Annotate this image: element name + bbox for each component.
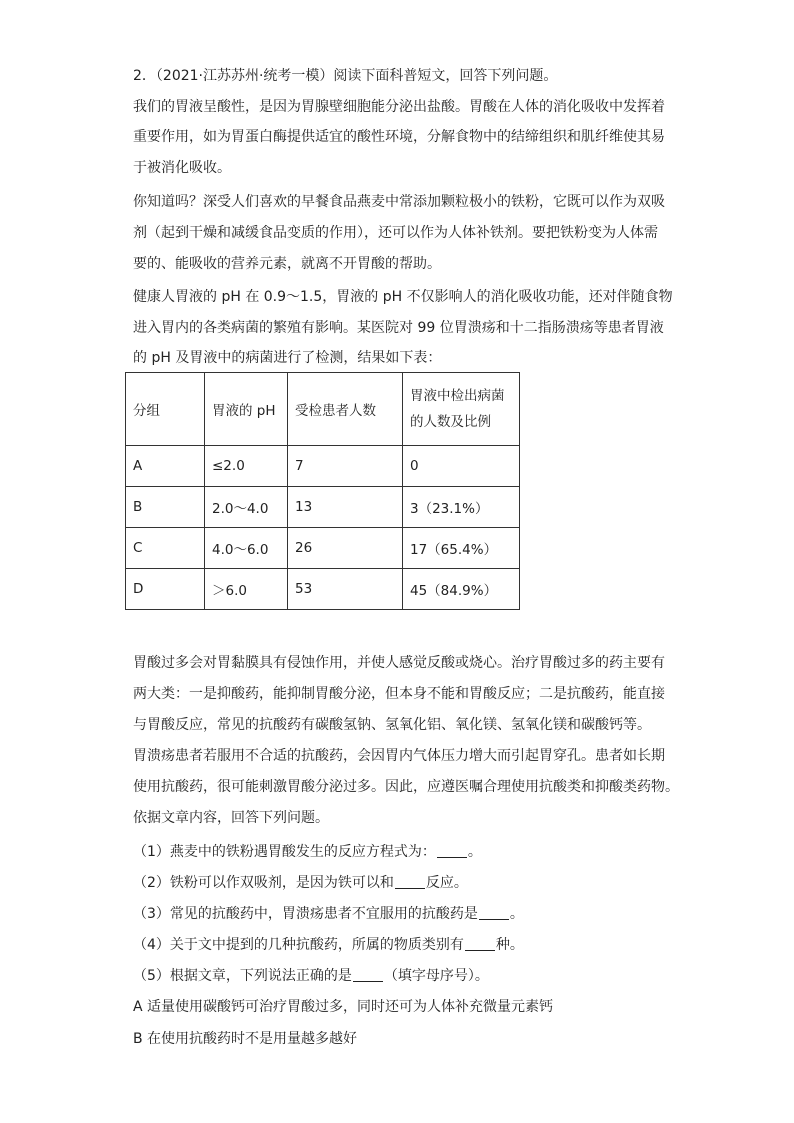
q4-text: （4）关于文中提到的几种抗酸药，所属的物质类别有 bbox=[133, 937, 464, 953]
intro-line: 重要作用，如为胃蛋白酶提供适宜的酸性环境，分解食物中的结缔组织和肌纤维使其易 bbox=[133, 129, 665, 145]
sub-question-2 bbox=[133, 873, 468, 893]
question-header: 2．（2021·江苏苏州·统考一模）阅读下面科普短文，回答下列问题。 bbox=[133, 68, 558, 84]
table-cell: 26 bbox=[288, 528, 403, 569]
table-cell: 2.0～4.0 bbox=[205, 487, 288, 528]
table-cell: 53 bbox=[288, 569, 403, 610]
table-cell: 4.0～6.0 bbox=[205, 528, 288, 569]
header-cell-group: 分组 bbox=[126, 373, 205, 446]
intro-line: 健康人胃液的 pH 在 0.9～1.5，胃液的 pH 不仅影响人的消化吸收功能，还对伴随食物 bbox=[133, 289, 673, 305]
body-line: 与胃酸反应，常见的抗酸药有碳酸氢钠、氢氧化铝、氧化镁、氢氧化镁和碳酸钙等。 bbox=[133, 717, 651, 733]
sub-question-5 bbox=[133, 966, 489, 986]
header-cell-bacteria bbox=[403, 373, 520, 446]
intro-line: 要的、能吸收的营养元素，就离不开胃酸的帮助。 bbox=[133, 256, 441, 272]
body-line: 依据文章内容，回答下列问题。 bbox=[133, 810, 329, 826]
header-bacteria-line1: 胃液中检出病菌 bbox=[410, 388, 505, 404]
header-cell-ph: 胃液的 pH bbox=[205, 373, 288, 446]
table-cell: 0 bbox=[403, 446, 520, 487]
body-line: 使用抗酸药，很可能刺激胃酸分泌过多。因此，应遵医嘱合理使用抗酸类和抑酸类药物。 bbox=[133, 779, 679, 795]
sub-question-4 bbox=[133, 935, 524, 955]
answer-blank-2[interactable] bbox=[395, 874, 425, 889]
table-cell: C bbox=[126, 528, 205, 569]
table-header-row bbox=[126, 373, 520, 446]
body-line: 胃酸过多会对胃黏膜具有侵蚀作用，并使人感觉反酸或烧心。治疗胃酸过多的药主要有 bbox=[133, 655, 665, 671]
body-line: 胃溃疡患者若服用不合适的抗酸药，会因胃内气体压力增大而引起胃穿孔。患者如长期 bbox=[133, 748, 665, 764]
table-cell: 17（65.4%） bbox=[403, 528, 520, 569]
table-cell: 13 bbox=[288, 487, 403, 528]
header-bacteria-line2: 的人数及比例 bbox=[410, 414, 491, 430]
intro-line: 进入胃内的各类病菌的繁殖有影响。某医院对 99 位胃溃疡和十二指肠溃疡等患者胃液 bbox=[133, 320, 664, 336]
q1-text: （1）燕麦中的铁粉遇胃酸发生的反应方程式为： bbox=[133, 844, 436, 860]
table-cell: 7 bbox=[288, 446, 403, 487]
answer-blank-3[interactable] bbox=[479, 905, 509, 920]
results-table bbox=[125, 372, 520, 610]
header-cell-patients: 受检患者人数 bbox=[288, 373, 403, 446]
intro-line: 我们的胃液呈酸性，是因为胃腺壁细胞能分泌出盐酸。胃酸在人体的消化吸收中发挥着 bbox=[133, 99, 665, 115]
q4-end: 种。 bbox=[495, 937, 524, 953]
table-row bbox=[126, 487, 520, 528]
table-cell: D bbox=[126, 569, 205, 610]
table-row bbox=[126, 569, 520, 610]
sub-question-3 bbox=[133, 904, 524, 924]
intro-line: 你知道吗？深受人们喜欢的早餐食品燕麦中常添加颗粒极小的铁粉，它既可以作为双吸 bbox=[133, 194, 665, 210]
table-cell: ＞6.0 bbox=[205, 569, 288, 610]
intro-line: 的 pH 及胃液中的病菌进行了检测，结果如下表： bbox=[133, 350, 442, 366]
answer-blank-4[interactable] bbox=[465, 936, 495, 951]
q1-end: 。 bbox=[467, 844, 482, 860]
answer-blank-1[interactable] bbox=[437, 843, 467, 858]
table-cell: A bbox=[126, 446, 205, 487]
option-a: A 适量使用碳酸钙可治疗胃酸过多，同时还可为人体补充微量元素钙 bbox=[133, 999, 554, 1015]
q5-end: （填字母序号）。 bbox=[383, 968, 489, 984]
q3-end: 。 bbox=[509, 906, 524, 922]
table-cell: 3（23.1%） bbox=[403, 487, 520, 528]
body-line: 两大类：一是抑酸药，能抑制胃酸分泌，但本身不能和胃酸反应；二是抗酸药，能直接 bbox=[133, 686, 665, 702]
table-row bbox=[126, 528, 520, 569]
q5-text: （5）根据文章，下列说法正确的是 bbox=[133, 968, 352, 984]
intro-line: 于被消化吸收。 bbox=[133, 160, 231, 176]
sub-question-1 bbox=[133, 842, 482, 862]
table-cell: ≤2.0 bbox=[205, 446, 288, 487]
q2-text: （2）铁粉可以作双吸剂，是因为铁可以和 bbox=[133, 875, 394, 891]
table-cell: B bbox=[126, 487, 205, 528]
q3-text: （3）常见的抗酸药中，胃溃疡患者不宜服用的抗酸药是 bbox=[133, 906, 478, 922]
q2-end: 反应。 bbox=[425, 875, 468, 891]
answer-blank-5[interactable] bbox=[353, 967, 383, 982]
table-cell: 45（84.9%） bbox=[403, 569, 520, 610]
option-b: B 在使用抗酸药时不是用量越多越好 bbox=[133, 1031, 358, 1047]
intro-line: 剂（起到干燥和减缓食品变质的作用），还可以作为人体补铁剂。要把铁粉变为人体需 bbox=[133, 225, 658, 241]
table-row bbox=[126, 446, 520, 487]
